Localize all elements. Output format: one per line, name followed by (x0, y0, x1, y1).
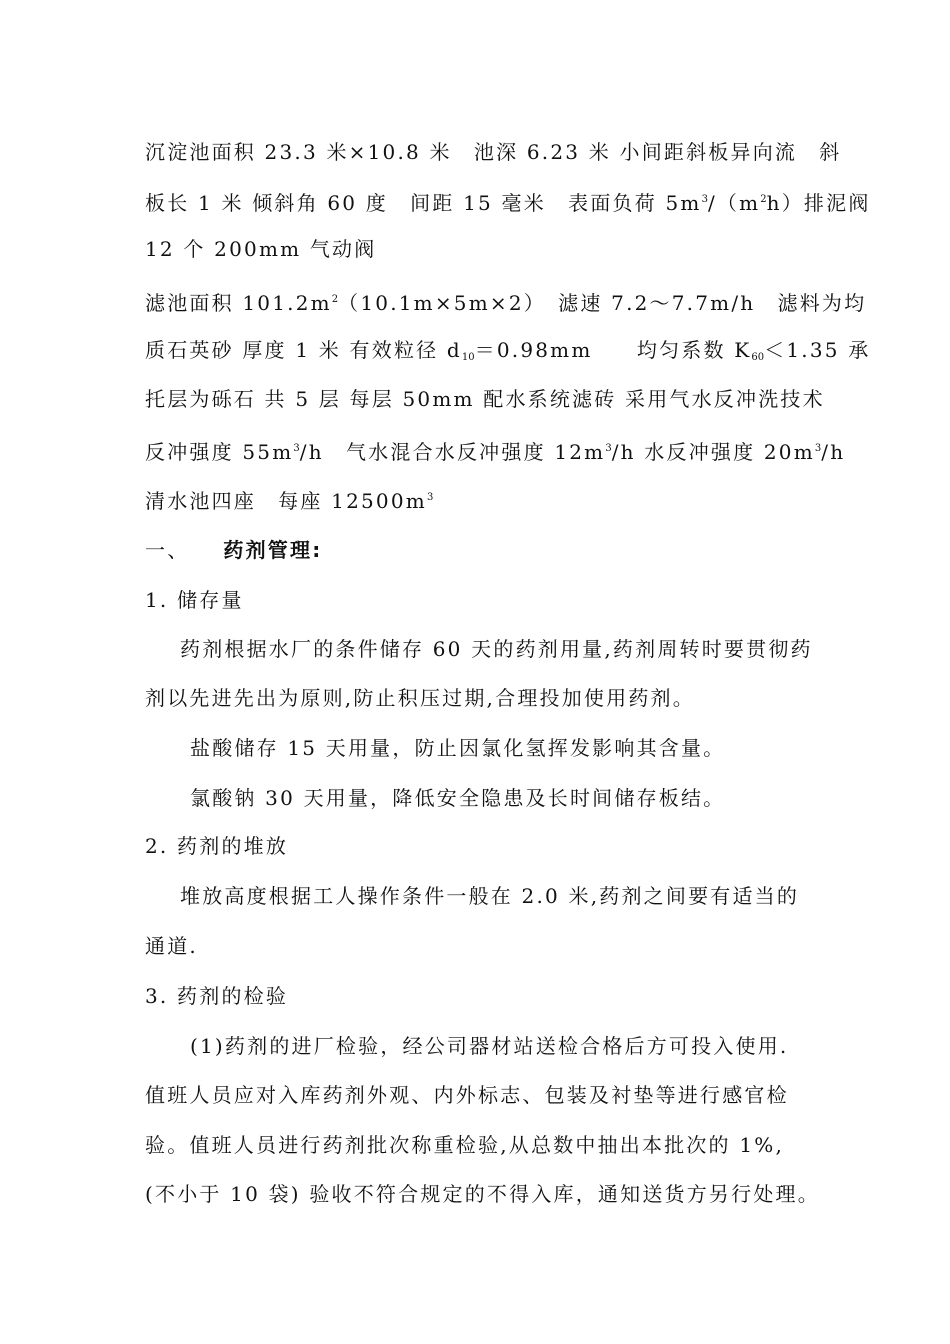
text-line-clearwater (145, 486, 433, 513)
text-line-filter-2 (145, 338, 870, 370)
text-span: 盐酸储存 15 天用量，防止因氯化氢挥发影响其含量。 (190, 736, 726, 760)
paragraph-inspection-1 (190, 1034, 789, 1058)
subscript: 10 (461, 352, 475, 363)
text-span: 板长 1 米 倾斜角 60 度 间距 15 毫米 表面负荷 5m (145, 191, 702, 215)
text-span: 清水池四座 每座 12500m (145, 489, 427, 513)
text-span: 通道. (145, 934, 198, 958)
text-line-filter-1 (145, 288, 866, 315)
superscript: 3 (814, 443, 822, 454)
text-span: ＜1.35 承 (764, 338, 871, 362)
superscript: 3 (605, 443, 612, 454)
text-span: 堆放高度根据工人操作条件一般在 2.0 米,药剂之间要有适当的 (180, 884, 800, 908)
paragraph-inspection-4 (145, 1182, 820, 1206)
superscript: 2 (760, 194, 767, 205)
subscript: 60 (751, 352, 765, 363)
paragraph-hydrochloric-acid (190, 736, 725, 760)
text-span: 12 个 200mm 气动阀 (145, 237, 377, 261)
text-span: /（m (707, 191, 761, 215)
text-span: (1)药剂的进厂检验，经公司器材站送检合格后方可投入使用. (190, 1034, 789, 1058)
paragraph-stacking-2 (145, 934, 198, 958)
section-title: 药剂管理: (223, 538, 323, 562)
superscript: 3 (426, 492, 434, 503)
text-span: (不小于 10 袋) 验收不符合规定的不得入库，通知送货方另行处理。 (145, 1182, 820, 1206)
text-line-backwash (145, 437, 845, 464)
text-span: 质石英砂 厚度 1 米 有效粒径 d (145, 338, 462, 362)
text-line-sedimentation-3 (145, 237, 376, 261)
text-span: 3. 药剂的检验 (145, 984, 289, 1008)
paragraph-storage-1 (180, 637, 813, 661)
paragraph-stacking-1 (180, 884, 799, 908)
text-span: h）排泥阀 (766, 191, 871, 215)
text-span: /h (821, 440, 846, 464)
superscript: 3 (701, 194, 708, 205)
subheading-storage (145, 588, 244, 612)
text-span: 值班人员应对入库药剂外观、内外标志、包装及衬垫等进行感官检 (145, 1083, 789, 1107)
text-span: 氯酸钠 30 天用量，降低安全隐患及长时间储存板结。 (190, 786, 726, 810)
text-span: 滤池面积 101.2m (145, 291, 332, 315)
text-span: 验。值班人员进行药剂批次称重检验,从总数中抽出本批次的 1%, (145, 1133, 785, 1157)
superscript: 2 (331, 294, 339, 305)
text-span: 药剂根据水厂的条件储存 60 天的药剂用量,药剂周转时要贯彻药 (180, 637, 813, 661)
text-span: /h 水反冲强度 20m (611, 440, 815, 464)
text-span: ＝0.98mm 均匀系数 K (474, 338, 752, 362)
text-span: 1. 储存量 (145, 588, 244, 612)
text-line-filter-3 (145, 387, 825, 411)
text-line-sedimentation-1 (145, 140, 842, 164)
text-span: 托层为砾石 共 5 层 每层 50mm 配水系统滤砖 采用气水反冲洗技术 (145, 387, 825, 411)
section-heading-chemical-management (145, 538, 322, 562)
paragraph-storage-2 (145, 686, 695, 710)
subheading-inspection (145, 984, 288, 1008)
text-span: 剂以先进先出为原则,防止积压过期,合理投加使用药剂。 (145, 686, 695, 710)
superscript: 3 (293, 443, 300, 454)
text-span: （10.1m×5m×2） 滤速 7.2～7.7m/h 滤料为均 (338, 291, 867, 315)
text-line-sedimentation-2 (145, 188, 871, 215)
paragraph-sodium-chlorate (190, 786, 725, 810)
paragraph-inspection-3 (145, 1133, 784, 1157)
text-span: 沉淀池面积 23.3 米×10.8 米 池深 6.23 米 小间距斜板异向流 斜 (145, 140, 842, 164)
section-number: 一、 (145, 538, 190, 562)
text-span: /h 气水混合水反冲强度 12m (299, 440, 606, 464)
paragraph-inspection-2 (145, 1083, 789, 1107)
text-span: 反冲强度 55m (145, 440, 294, 464)
subheading-stacking (145, 834, 288, 858)
text-span: 2. 药剂的堆放 (145, 834, 289, 858)
